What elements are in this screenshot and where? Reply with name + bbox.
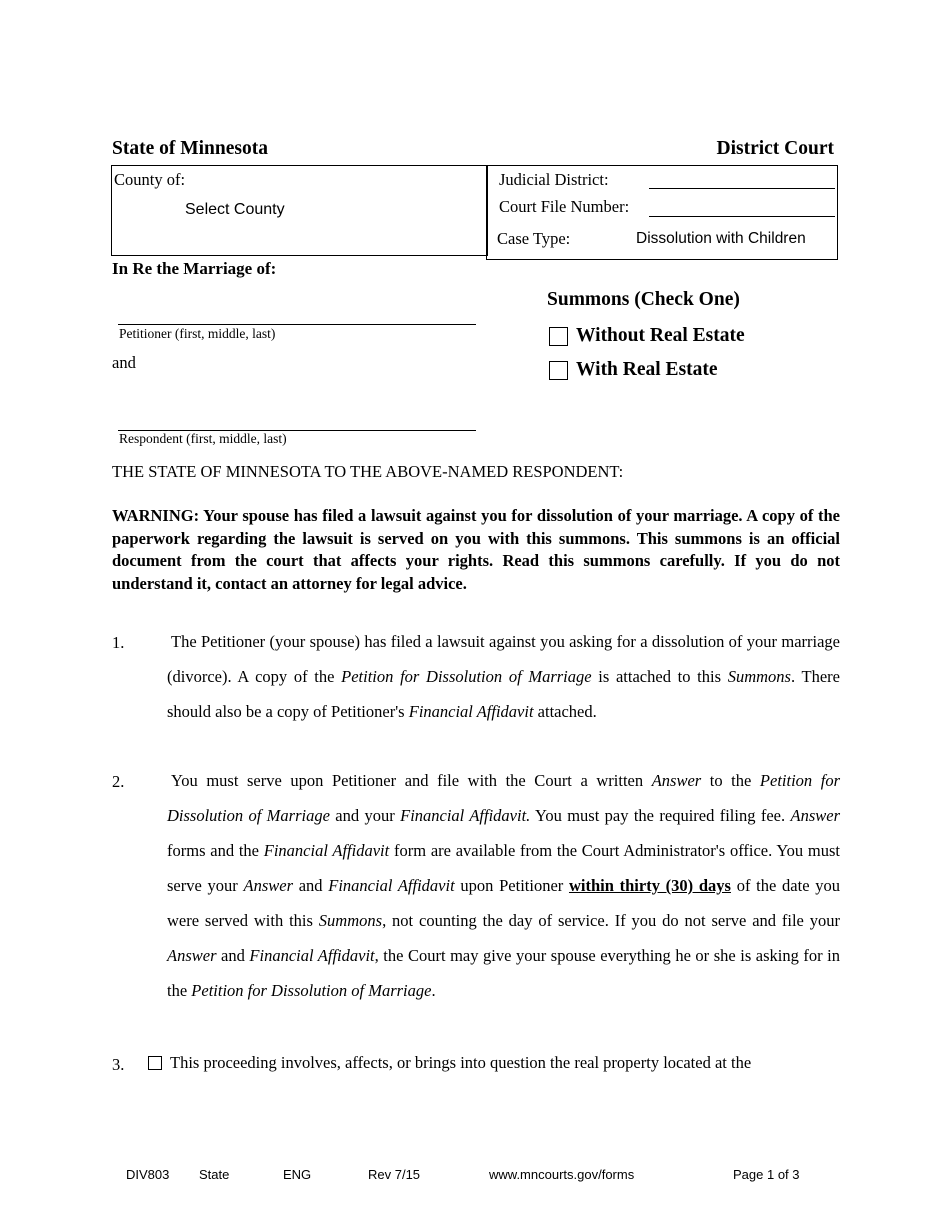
respondent-caption: Respondent (first, middle, last) <box>119 431 287 446</box>
county-label: County of: <box>114 170 186 189</box>
paragraph-1-number: 1. <box>112 633 125 652</box>
footer-page-number: Page 1 of 3 <box>733 1167 800 1182</box>
footer-language: ENG <box>283 1167 312 1182</box>
warning-paragraph: WARNING: Your spouse has filed a lawsuit against you for dissolution of your marriage. A copy of the paperwork regarding the lawsuit is served on you with this summons. This summons is an official document from the court that affects your rights. Read this summons carefully. If you do not understand it, contact an attorney for legal advice. <box>112 506 840 593</box>
county-box <box>111 165 488 256</box>
footer-revision: Rev 7/15 <box>368 1167 421 1182</box>
with-real-estate-option[interactable] <box>549 359 718 381</box>
respondent-address-line: THE STATE OF MINNESOTA TO THE ABOVE-NAMED RESPONDENT: <box>112 462 624 481</box>
court-file-number-field[interactable] <box>649 216 835 217</box>
county-select[interactable]: Select County <box>185 201 285 218</box>
petitioner-caption: Petitioner (first, middle, last) <box>119 326 276 341</box>
paragraph-2-number: 2. <box>112 772 125 791</box>
with-real-estate-label: With Real Estate <box>576 359 718 380</box>
paragraph-3-text: This proceeding involves, affects, or brings into question the real property located at the <box>170 1053 752 1072</box>
court-file-number-label: Court File Number: <box>499 197 630 216</box>
paragraph-2: You must serve upon Petitioner and file with the Court a written Answer to the Petition for Dissolution of Marriage and your Financial Affidavit. You must pay the required filing fee. Answer forms and the Financial Affidavit form are available from the Court Administrator's office. You must serve your Answer and Financial Affidavit upon Petitioner within thirty (30) days of the date you were served with this Summons, not counting the day of service. If you do not serve and file your Answer and Financial Affidavit, the Court may give your spouse everything he or she is asking for in the Petition for Dissolution of Marriage. <box>167 771 841 1000</box>
paragraph-1: The Petitioner (your spouse) has filed a lawsuit against you asking for a dissolution of your marriage (divorce). A copy of the Petition for Dissolution of Marriage is attached to this Summons. There should also be a copy of Petitioner's Financial Affidavit attached. <box>167 632 840 721</box>
footer-scope: State <box>199 1167 230 1182</box>
case-type-label: Case Type: <box>497 229 571 248</box>
footer-url[interactable]: www.mncourts.gov/forms <box>489 1167 635 1182</box>
without-real-estate-label: Without Real Estate <box>576 325 745 346</box>
judicial-district-field[interactable] <box>649 188 835 189</box>
with-real-estate-checkbox[interactable] <box>549 361 568 380</box>
judicial-district-label: Judicial District: <box>499 170 609 189</box>
case-type-select[interactable]: Dissolution with Children <box>636 230 806 247</box>
real-property-checkbox[interactable] <box>148 1056 162 1070</box>
without-real-estate-option[interactable] <box>549 325 745 347</box>
and-word: and <box>112 353 136 372</box>
summons-heading: Summons (Check One) <box>547 289 740 310</box>
footer-form-id: DIV803 <box>126 1167 170 1182</box>
petitioner-name-field[interactable] <box>118 324 476 325</box>
paragraph-3 <box>148 1053 751 1073</box>
paragraph-3-number: 3. <box>112 1055 125 1074</box>
in-re-heading: In Re the Marriage of: <box>112 259 277 278</box>
case-info-box <box>486 165 838 260</box>
state-title: State of Minnesota <box>112 138 268 159</box>
without-real-estate-checkbox[interactable] <box>549 327 568 346</box>
court-title: District Court <box>716 138 834 159</box>
